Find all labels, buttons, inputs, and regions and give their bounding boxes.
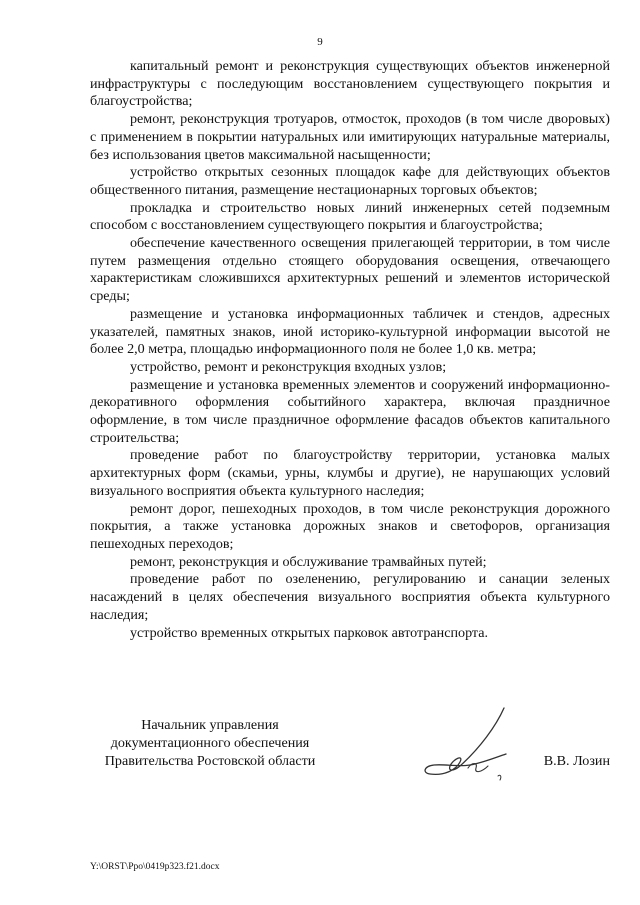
handwritten-signature — [408, 704, 548, 786]
signatory-title-line: Начальник управления — [141, 717, 279, 733]
body-text — [90, 58, 610, 642]
paragraph: прокладка и строительство новых линий инженерных сетей подземным способом с восстановлением существующего покрытия и благоустройства; — [90, 199, 610, 234]
page-number: 9 — [317, 36, 323, 48]
file-path: Y:\ORST\Ppo\0419p323.f21.docx — [90, 862, 220, 872]
paragraph: размещение и установка информационных табличек и стендов, адресных указателей, памятных знаков, иной историко-культурной информации высотой не более 2,0 метра, площадью информационного поля не более 1,0 кв. метра; — [90, 305, 610, 358]
paragraph: обеспечение качественного освещения прилегающей территории, в том числе путем размещения отдельно стоящего оборудования освещения, отвечающего характеристикам сложившихся архитектурных решений и элементов исторической среды; — [90, 235, 610, 305]
signatory-title — [90, 716, 330, 770]
paragraph: капитальный ремонт и реконструкция существующих объектов инженерной инфраструктуры с последующим восстановлением существующего покрытия и благоустройства; — [90, 58, 610, 110]
paragraph: проведение работ по благоустройству территории, установка малых архитектурных форм (скамьи, урны, клумбы и другие), не нарушающих условий визуального восприятия объекта культурного наследия; — [90, 447, 610, 499]
paragraph: проведение работ по озеленению, регулированию и санации зеленых насаждений в целях обеспечения визуального восприятия объекта культурного наследия; — [90, 571, 610, 623]
paragraph: устройство, ремонт и реконструкция входных узлов; — [130, 358, 447, 375]
paragraph: устройство временных открытых парковок автотранспорта. — [130, 624, 489, 641]
signatory-title-line: документационного обеспечения — [110, 735, 310, 751]
signature-block — [90, 716, 610, 786]
paragraph: размещение и установка временных элементов и сооружений информационно-декоративного оформления событийного характера, включая праздничное оформление, в том числе праздничное оформление фасадов объектов капитального строительства; — [90, 376, 610, 446]
signatory-title-line: Правительства Ростовской области — [104, 753, 316, 769]
paragraph: ремонт, реконструкция и обслуживание трамвайных путей; — [130, 553, 487, 570]
paragraph: ремонт, реконструкция тротуаров, отмосток, проходов (в том числе дворовых) с применением в покрытии натуральных или имитирующих натуральные материалы, без использования цветов максимальной насыщенности; — [90, 111, 610, 163]
signatory-name: В.В. Лозин — [543, 753, 610, 769]
paragraph: ремонт дорог, пешеходных проходов, в том числе реконструкция дорожного покрытия, а также установка дорожных знаков и светофоров, организация пешеходных переходов; — [90, 500, 610, 552]
paragraph: устройство открытых сезонных площадок кафе для действующих объектов общественного питания, размещение нестационарных торговых объектов; — [90, 164, 610, 198]
